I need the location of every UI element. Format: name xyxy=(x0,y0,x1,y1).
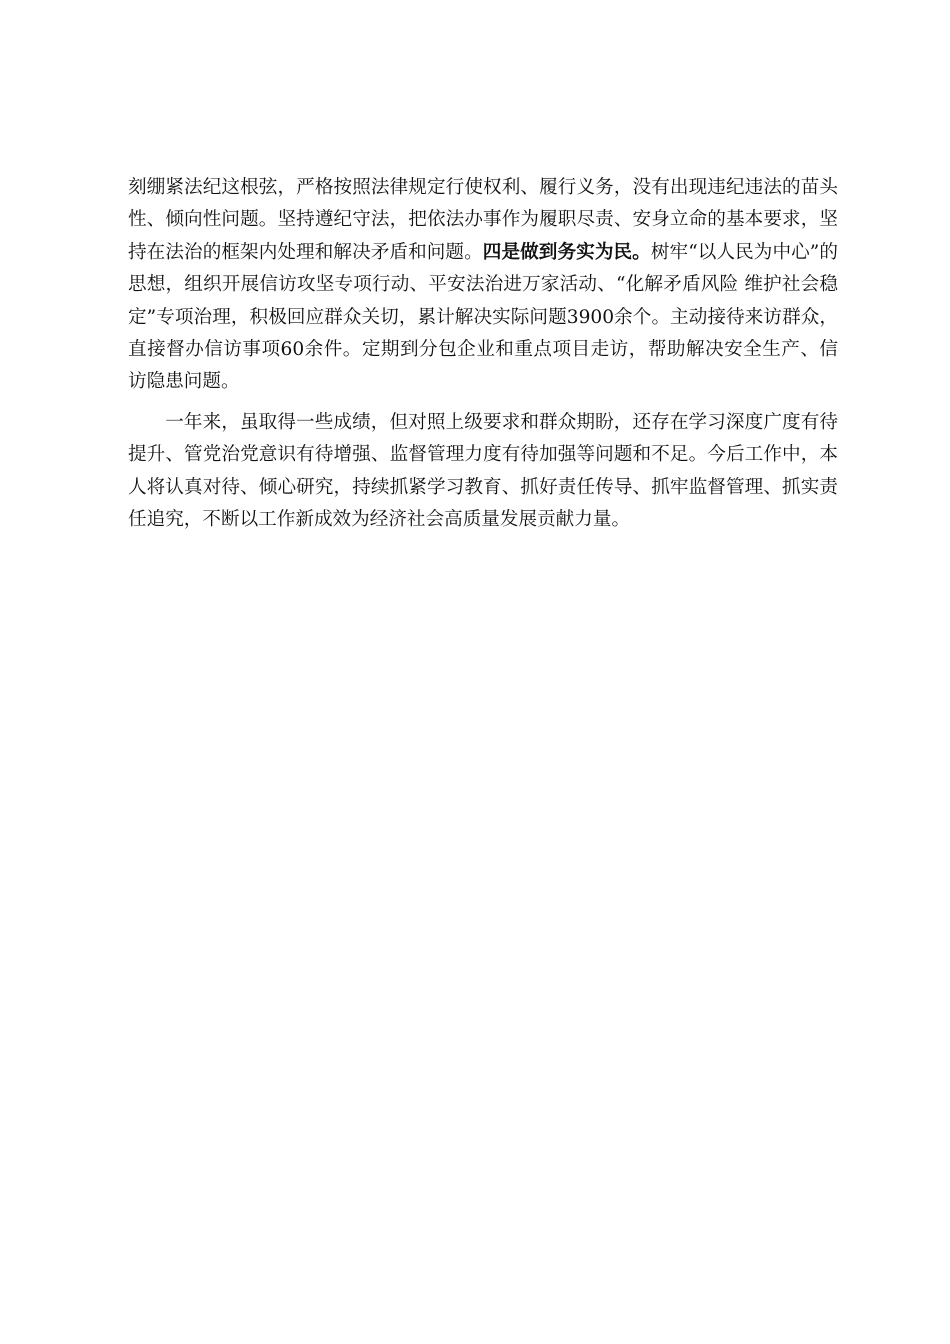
document-body xyxy=(128,172,838,536)
bold-heading-practical-service: 四是做到务实为民。 xyxy=(482,241,651,263)
paragraph-integrity-and-service xyxy=(128,172,838,399)
paragraph-text: 树牢“以人民为中心”的思想，组织开展信访攻坚专项行动、平安法治进万家活动、“化解矛盾风险 维护社会稳定”专项治理，积极回应群众关切，累计解决实际问题3900余个。主动接待来访群众，直接督办信访事项60余件。定期到分包企业和重点项目走访，帮助解决安全生产、信访隐患问题。 xyxy=(128,241,838,393)
paragraph-text: 刻绷紧法纪这根弦，严格按照法律规定行使权利、履行义务，没有出现违纪违法的苗头性、倾向性问题。坚持遵纪守法，把依法办事作为履职尽责、安身立命的基本要求，坚持在法治的框架内处理和解决矛盾和问题。 xyxy=(128,177,838,263)
paragraph-summary: 一年来，虽取得一些成绩，但对照上级要求和群众期盼，还存在学习深度广度有待提升、管党治党意识有待增强、监督管理力度有待加强等问题和不足。今后工作中，本人将认真对待、倾心研究，持续抓紧学习教育、抓好责任传导、抓牢监督管理、抓实责任追究，不断以工作新成效为经济社会高质量发展贡献力量。 xyxy=(128,411,838,531)
